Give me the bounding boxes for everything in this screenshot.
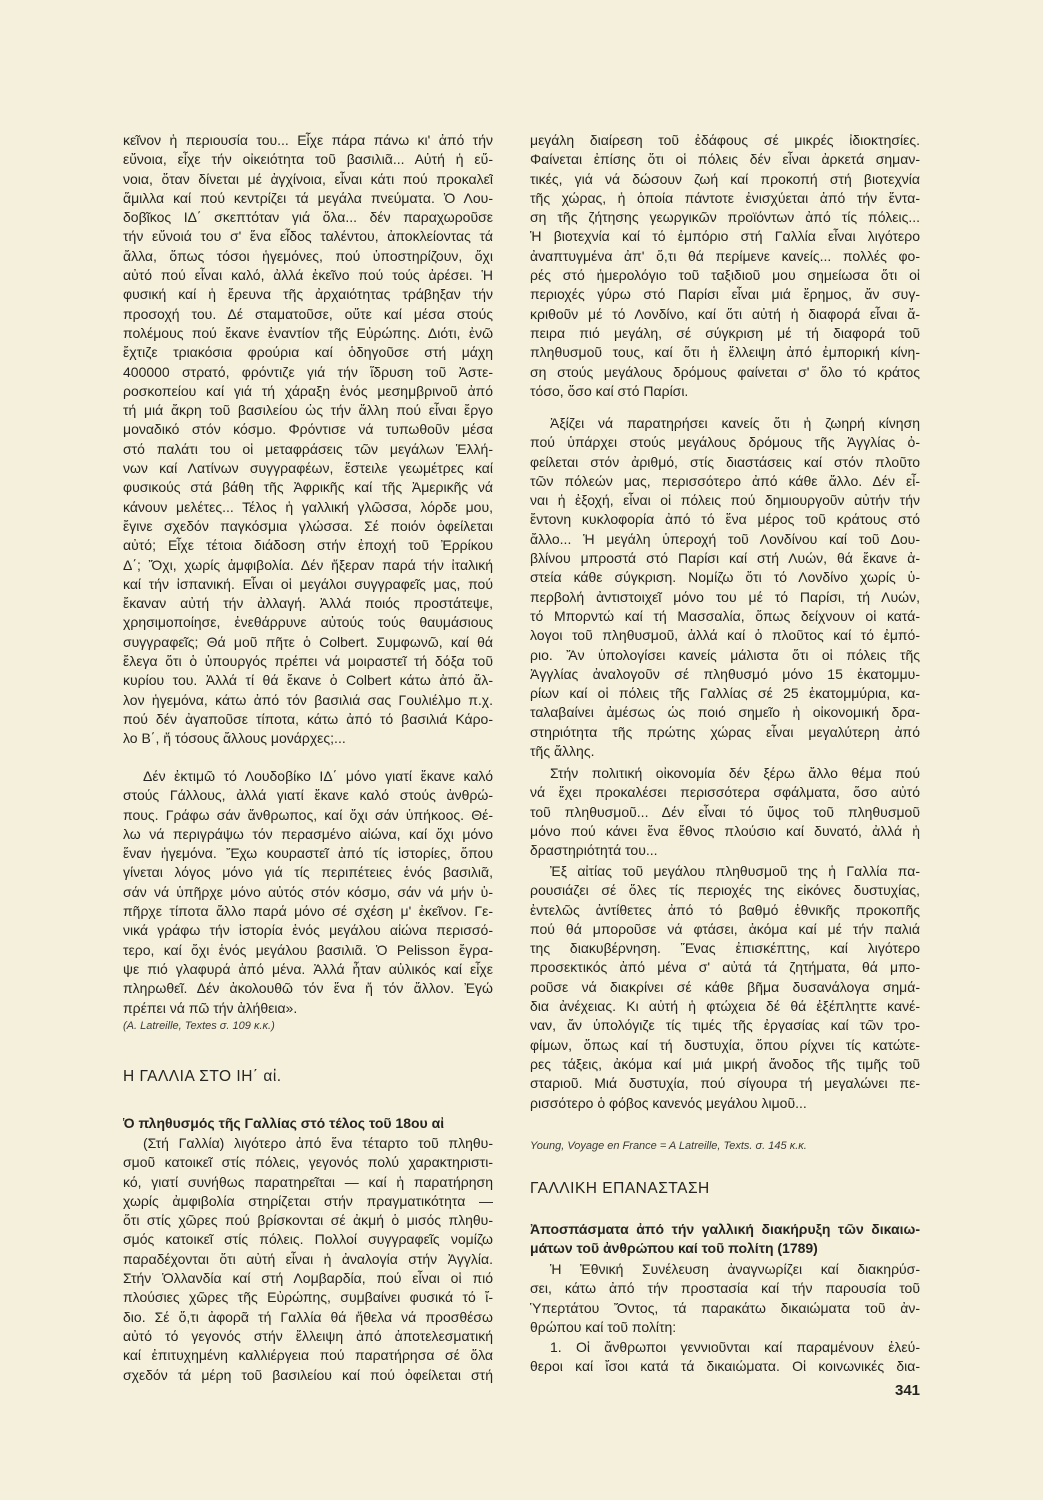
text-line: δραστηριότητά του... [530, 842, 658, 859]
text-line: πού δέν ἀγαποῦσε τίποτα, κάτω ἀπό τό βασιλιά Κάρο- [123, 710, 493, 727]
text-line: ρες τάξεις, ἀκόμα καί μιά μικρή ἄνοδος τῆς τιμῆς τοῦ [530, 1055, 920, 1072]
text-line: πῆρχε τίποτα ἄλλο παρά μόνο σέ σχέση μ' ἐκεῖνον. Γε- [123, 903, 493, 920]
text-line: ρουσιάζει σέ ὅλες τίς περιοχές της εἰκόνες δυστυχίας, [530, 882, 920, 899]
text-line: Ἀξίζει νά παρατηρήσει κανείς ὅτι ἡ ζωηρή κίνηση [550, 415, 920, 431]
text-line: προσεκτικός ἀπό μένα σ' αὐτά τά ζητήματα, θά μπο- [530, 959, 920, 976]
text-line: δοβῖκος ΙΔ΄ σκεπτόταν γιά ὅλα... δέν παραχωροῦσε [123, 209, 493, 226]
subheading [123, 1114, 493, 1133]
text-line: τικές, γιά νά δώσουν ζωή καί προκοπή στή βιοτεχνία [530, 170, 920, 187]
text-line: ναν, ἄν ὑπολόγιζε τίς τιμές τῆς ἐργασίας καί τῶν τρο- [530, 1017, 920, 1034]
text-line: ἔκαναν αὐτή τήν ἀλλαγή. Ἀλλά ποιός προστάτεψε, [123, 595, 493, 612]
text-line: βλίνου μπροστά στό Παρίσι καί στή Λυών, θά ἔκανε ἀ- [530, 550, 920, 567]
paragraph [530, 131, 920, 401]
text-line: 400000 στρατό, φρόντιζε γιά τήν ἵδρυση τοῦ Ἀστε- [123, 363, 493, 380]
text-line: ἄλλο... Ἡ μεγάλη ὑπεροχή τοῦ Λονδίνου καί τοῦ Δου- [530, 530, 920, 547]
text-line: ρές στό ἡμερολόγιο τοῦ ταξιδιοῦ μου σημείωσα ὅτι οἱ [530, 267, 920, 284]
text-line: σταριοῦ. Μιά δυστυχία, πού σίγουρα τή μεγαλώνει πε- [530, 1075, 920, 1092]
text-line: πειρα πιό μεγάλη, σέ σύγκριση μέ τή διαφορά τοῦ [530, 324, 920, 341]
text-line: λογοι τοῦ πληθυσμοῦ, ἀλλά καί ὁ πλοῦτος καί τό ἐμπό- [530, 627, 920, 644]
text-line: τό Μπορντώ καί τή Μασσαλία, ὅπως δείχνουν οἱ κατά- [530, 607, 920, 624]
text-line: περιοχές γύρω στό Παρίσι εἶναι μιά ἔρημος, ἄν συγ- [530, 286, 920, 303]
text-line: ἐντελῶς ἀντίθετες ἀπό τό βαθμό ἐθνικῆς προκοπῆς [530, 901, 920, 918]
text-line: μόνο πού κάνει ἕνα ἔθνος πλούσιο καί δυνατό, ἀλλά ἡ [530, 822, 920, 839]
text-line: νά ἔχει προκαλέσει περισσότερα σφάλματα, ὅσο αὐτό [530, 784, 920, 801]
subheading [530, 1220, 920, 1259]
paragraph [123, 767, 493, 1018]
text-line: Στήν Ὁλλανδία καί στή Λομβαρδία, πού εἶναι οἱ πιό [123, 1270, 493, 1287]
text-line: νων καί Λατίνων συγγραφέων, ἔστειλε γεωμέτρες καί [123, 460, 493, 477]
text-line: ἔλεγα ὅτι ὁ ὑπουργός πρέπει νά μοιραστεῖ τή δόξα τοῦ [123, 653, 493, 670]
text-line: της διακυβέρνηση. Ἕνας ἐπισκέπτης, καί λιγότερο [530, 940, 920, 957]
text-line: στό παλάτι του οἱ μεταφράσεις τῶν μεγάλων Ἑλλή- [123, 440, 493, 457]
paragraph [123, 131, 493, 749]
text-line: πους. Γράφω σάν ἄνθρωπος, καί ὄχι σάν ὑπήκοος. Θέ- [123, 806, 493, 823]
paragraph [530, 764, 920, 860]
text-line: γίνεται λόγος μόνο γιά τίς περιπέτειες ἑνός βασιλιᾶ, [123, 864, 493, 881]
text-line: Φαίνεται ἐπίσης ὅτι οἱ πόλεις δέν εἶναι ἀρκετά σημαν- [530, 151, 920, 168]
text-line: θρώπου καί τοῦ πολίτη: [530, 1318, 677, 1335]
text-line: λω νά περιγράψω τόν περασμένο αἰώνα, καί ὄχι μόνο [123, 825, 493, 842]
text-line: αὐτό; Εἶχε τέτοια διάδοση στήν ἐποχή τοῦ Ἐρρίκου [123, 537, 493, 554]
text-line: ὅτι στίς χῶρες πού βρίσκονται σέ ἀκμή ὁ μισός πληθυ- [123, 1212, 493, 1229]
text-line: πρέπει νά πῶ τήν ἀλήθεια». [123, 999, 298, 1016]
page-number: 341 [895, 1382, 921, 1399]
text-line: συγγραφεῖς; Θά μοῦ πῆτε ὁ Colbert. Συμφωνῶ, καί θά [123, 633, 493, 650]
text-line: τῶν πόλεών μας, περισσότερο ἀπό κάθε ἄλλο. Δέν εἶ- [530, 472, 920, 489]
text-line: εὔνοια, εἶχε τήν οἰκειότητα τοῦ βασιλιᾶ... Αὐτή ἡ εὔ- [123, 151, 493, 168]
text-line: σχεδόν τά μέρη τοῦ βασιλείου καί πού ὀφείλεται στή [123, 1366, 493, 1383]
text-line: αὐτό πού εἶναι καλό, ἀλλά ἐκεῖνο πού τούς ἀρέσει. Ἡ [123, 267, 493, 284]
text-line: Ἀγγλίας ἀναλογοῦν σέ πληθυσμό μόνο 15 ἑκατομμυ- [530, 665, 920, 682]
text-line: φυσική καί ἡ ἔρευνα τῆς ἀρχαιότητας τράβηξαν τήν [123, 286, 493, 303]
paragraph [123, 1134, 493, 1385]
paragraph [530, 414, 920, 761]
text-line: ψε πιό γλαφυρά ἀπό μένα. Ἀλλά ἦταν αὐλικός καί εἶχε [123, 960, 493, 977]
text-line: Ὑπερτάτου Ὄντος, τά παρακάτω δικαιώματα τοῦ ἀν- [530, 1299, 920, 1316]
text-line: καί τήν ἰσπανική. Εἶναι οἱ μεγάλοι συγγραφεῖς μας, πού [123, 575, 493, 592]
text-line: νοια, ὅταν δίνεται μέ ἀγχίνοια, εἶναι κάτι πού προκαλεῖ [123, 170, 493, 187]
paragraph [530, 1338, 920, 1377]
text-line: 1. Οἱ ἄνθρωποι γεννιοῦνται καί παραμένουν ἐλεύ- [550, 1339, 920, 1355]
text-line: ναι ἡ ἐξοχή, εἶναι οἱ πόλεις πού δημιουργοῦν αὐτήν τήν [530, 492, 920, 509]
text-line: κεῖνον ἡ περιουσία του... Εἶχε πάρα πάνω κι' ἀπό τήν [123, 132, 493, 148]
text-line: ρισσότερο ὁ φόβος κανενός μεγάλου λιμοῦ... [530, 1094, 807, 1111]
text-line: περβολή ἀντιστοιχεῖ μόνο του μέ τό Παρίσι, τή Λυών, [530, 588, 920, 605]
text-line: στηριότητα τῆς πρώτης χώρας εἶναι μεγαλύτερη ἀπό [530, 723, 920, 740]
text-line: σει, κάτω ἀπό τήν προστασία καί τήν παρουσία τοῦ [530, 1280, 920, 1297]
text-line: ταλαβαίνει ἀμέσως ὡς ποιό σημεῖο ἡ οἰκονομική δρα- [530, 704, 920, 721]
section-heading: ΓΑΛΛΙΚΗ ΕΠΑΝΑΣΤΑΣΗ [530, 1180, 710, 1197]
paragraph [530, 1260, 920, 1337]
text-line: λον ἡγεμόνα, κάτω ἀπό τόν βασιλιά σας Γουλιέλμο π.χ. [123, 691, 493, 708]
text-line: ροσκοπείου καί γιά τή χάραξη ἑνός μεσημβρινοῦ ἀπό [123, 382, 493, 399]
text-line: Ὁ πληθυσμός τῆς Γαλλίας στό τέλος τοῦ 18ου αἰ [123, 1115, 445, 1131]
text-line: Ἐξ αἰτίας τοῦ μεγάλου πληθυσμοῦ της ἡ Γαλλία πα- [550, 863, 920, 879]
text-line: τερο, καί ὄχι ἑνός μεγάλου βασιλιᾶ. Ὁ Pelisson ἔγρα- [123, 941, 493, 958]
text-line: καί ἐπιτυχημένη καλλιέργεια πού παρατήρησα σέ ὅλα [123, 1347, 493, 1364]
section-heading: Η ΓΑΛΛΙΑ ΣΤΟ ΙΗ΄ αἰ. [123, 1068, 282, 1085]
text-line: ριο. Ἄν ὑπολογίσει κανείς μάλιστα ὅτι οἱ πόλεις τῆς [530, 646, 920, 663]
text-line: ροῦσε νά διακρίνει σέ κάθε βῆμα δυσανάλογα σημά- [530, 978, 920, 995]
text-line: κριθοῦν μέ τό Λονδίνο, καί ὅτι αὐτή ἡ διαφορά εἶναι ἄ- [530, 305, 920, 322]
text-line: τήν εὔνοιά του σ' ἕνα εἶδος ταλέντου, ἀποκλείοντας τά [123, 228, 493, 245]
text-line: σμός κατοικεῖ στίς πόλεις. Πολλοί συγγραφεῖς νομίζω [123, 1231, 493, 1248]
text-line: μάτων τοῦ ἀνθρώπου καί τοῦ πολίτη (1789) [530, 1240, 818, 1257]
text-line: πλούσιες χῶρες τῆς Εὐρώπης, συμβαίνει φυσικά τό ἴ- [123, 1289, 493, 1306]
text-line: Δέν ἐκτιμῶ τό Λουδοβίκο ΙΔ΄ μόνο γιατί ἔκανε καλό [143, 768, 493, 784]
text-line: ἕναν ἡγεμόνα. Ἔχω κουραστεῖ ἀπό τίς ἱστορίες, ὅπου [123, 845, 493, 862]
text-line: μοναδικό στόν κόσμο. Φρόντισε νά τυπωθοῦν μέσα [123, 421, 493, 438]
text-line: πού θά μποροῦσε νά φτάσει, ἀκόμα καί μέ τήν παλιά [530, 920, 920, 937]
text-line: ση τῆς ζήτησης γεωργικῶν προϊόντων ἀπό τίς πόλεις... [530, 209, 920, 226]
text-line: κό, γιατί συνήθως παρατηρεῖται — καί ἡ παρατήρηση [123, 1173, 493, 1190]
text-line: ἔγινε σχεδόν παγκόσμια γλώσσα. Σέ ποιόν ὀφείλεται [123, 517, 493, 534]
text-line: παραδέχονται ὅτι αὐτή εἶναι ἡ ἀναλογία στήν Ἀγγλία. [123, 1250, 493, 1267]
text-line: χωρίς ἀμφιβολία στηρίζεται στήν πραγματικότητα — [123, 1192, 493, 1209]
text-line: θεροι καί ἴσοι κατά τά δικαιώματα. Οἱ κοινωνικές δια- [530, 1358, 920, 1375]
text-line: μεγάλη διαίρεση τοῦ ἐδάφους σέ μικρές ἰδιοκτησίες. [530, 132, 920, 148]
text-line: σμοῦ κατοικεῖ στίς πόλεις, γεγονός πολύ χαρακτηριστι- [123, 1154, 493, 1171]
text-line: Ἡ Ἐθνική Συνέλευση ἀναγνωρίζει καί διακηρύσ- [550, 1261, 920, 1277]
text-line: πού ὑπάρχει στούς μεγάλους δρόμους τῆς Ἀγγλίας ὀ- [530, 434, 920, 451]
text-line: δια ἀνέχειας. Κι αὐτή ἡ φτώχεια δέ θά ἐξέπληττε κανέ- [530, 998, 920, 1015]
text-line: διο. Σέ ὅ,τι ἀφορᾶ τή Γαλλία θά ἤθελα νά προσθέσω [123, 1308, 493, 1325]
text-line: στούς Γάλλους, ἀλλά γιατί ἔκανε καλό στούς ἀνθρώ- [123, 787, 493, 804]
text-line: Ἡ βιοτεχνία καί τό ἐμπόριο στή Γαλλία εἶναι λιγότερο [530, 228, 920, 245]
text-line: τή μιά ἄκρη τοῦ βασιλείου ὡς τήν ἄλλη πού εἶναι ἔργο [123, 402, 493, 419]
text-line: προσοχή του. Δέ σταματοῦσε, οὔτε καί μέσα στούς [123, 305, 493, 322]
text-line: κάνουν μελέτες... Τέλος ἡ γαλλική γλῶσσα, λόρδε μου, [123, 498, 493, 515]
citation: Young, Voyage en France = A Latreille, Texts. σ. 145 κ.κ. [530, 1140, 807, 1152]
text-line: νικά γράφω τήν ἱστορία ἑνός μεγάλου αἰώνα περισσό- [123, 922, 493, 939]
text-line: φυσικούς στά βάθη τῆς Ἀφρικῆς καί τῆς Ἀμερικῆς νά [123, 479, 493, 496]
text-line: τόσο, ὅσο καί στό Παρίσι. [530, 382, 689, 399]
paragraph [530, 862, 920, 1113]
text-line: φίμων, ὅπως καί τή δυστυχία, ὅπου ρίχνει τίς κατώτε- [530, 1036, 920, 1053]
text-line: ἄλλα, ὅπως τόσοι ἡγεμόνες, πού ὑποστηρίζουν, ὄχι [123, 247, 493, 264]
text-line: αὐτό τό γεγονός στήν ἔλλειψη ἀπό ἀποτελεσματική [123, 1327, 493, 1344]
text-line: Στήν πολιτική οἰκονομία δέν ξέρω ἄλλο θέμα πού [550, 765, 920, 781]
text-line: ἔχτιζε τριακόσια φρούρια καί ὁδηγοῦσε στή μάχη [123, 344, 493, 361]
text-line: κυρίου του. Ἀλλά τί θά ἔκανε ὁ Colbert κάτω ἀπό ἄλ- [123, 672, 493, 689]
text-line: Δ΄; Ὄχι, χωρίς ἀμφιβολία. Δέν ἤξεραν παρά τήν ἰταλική [123, 556, 493, 573]
text-line: στεία κάθε σύγκριση. Νομίζω ὅτι τό Λονδίνο χωρίς ὑ- [530, 569, 920, 586]
text-line: χρησιμοποίησε, ἐνεθάρρυνε αὐτούς τούς θαυμάσιους [123, 614, 493, 631]
text-line: ἔντονη κυκλοφορία ἀπό τό ἕνα μέρος τοῦ κράτους στό [530, 511, 920, 528]
text-line: (Στή Γαλλία) λιγότερο ἀπό ἕνα τέταρτο τοῦ πληθυ- [143, 1135, 493, 1151]
text-line: πληρωθεῖ. Δέν ἀκολουθῶ τόν ἕνα ἤ τόν ἄλλον. Ἐγώ [123, 980, 493, 997]
text-line: πληθυσμοῦ τους, καί ὅτι ἡ ἔλλειψη ἀπό ἐμπορική κίνη- [530, 344, 920, 361]
citation: (A. Latreille, Textes σ. 109 κ.κ.) [123, 1020, 275, 1032]
text-line: φείλεται στόν ἀριθμό, στίς διαστάσεις καί στόν πλοῦτο [530, 453, 920, 470]
text-line: ἅμιλλα καί πού κεντρίζει τά μεγάλα πνεύματα. Ὁ Λου- [123, 189, 493, 206]
text-line: ση στούς μεγάλους δρόμους φαίνεται σ' ὅλο τό κράτος [530, 363, 920, 380]
text-line: ρίων καί οἱ πόλεις τῆς Γαλλίας σέ 25 ἑκατομμύρια, κα- [530, 685, 920, 702]
text-line: πολέμους πού ἔκανε ἐναντίον τῆς Εὐρώπης. Διότι, ἐνῶ [123, 324, 493, 341]
text-line: τοῦ πληθυσμοῦ... Δέν εἶναι τό ὕψος τοῦ πληθυσμοῦ [530, 803, 920, 820]
text-line: Ἀποσπάσματα ἀπό τήν γαλλική διακήρυξη τῶν δικαιω- [530, 1221, 920, 1237]
text-line: ἀναπτυγμένα ἀπ' ὅ,τι θά περίμενε κανείς... πολλές φο- [530, 247, 920, 264]
text-line: σάν νά ὑπῆρχε μόνο αὐτός στόν κόσμο, σάν νά μήν ὑ- [123, 883, 493, 900]
text-line: τῆς ἄλλης. [530, 743, 595, 760]
text-line: λο Β΄, ἤ τόσους ἄλλους μονάρχες;... [123, 730, 346, 747]
text-line: τῆς χώρας, ἡ ὁποία πάντοτε ἐνισχύεται ἀπό τήν ἔντα- [530, 189, 920, 206]
